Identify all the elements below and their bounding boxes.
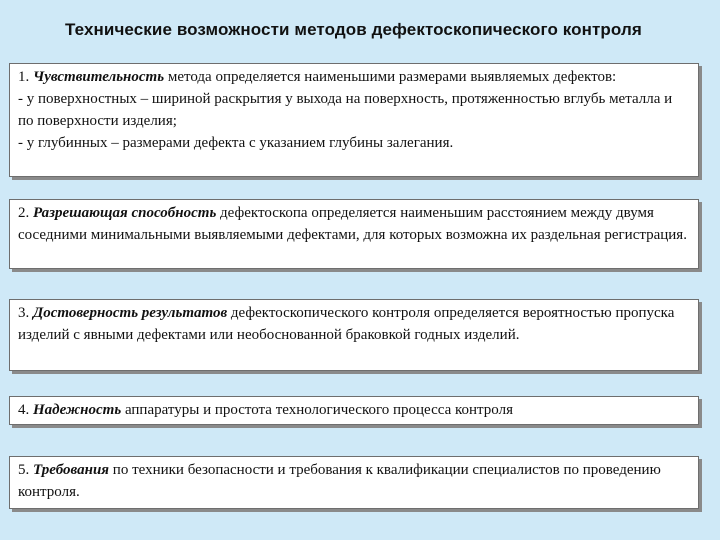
item-subline-deep: - у глубинных – размерами дефекта с указанием глубины залегания.: [18, 135, 454, 151]
capability-box-reliability-results: [9, 299, 699, 371]
page-title: Технические возможности методов дефектоскопического контроля: [65, 20, 642, 39]
item-number: 4.: [18, 402, 30, 418]
item-text: аппаратуры и простота технологического процесса контроля: [121, 402, 513, 418]
item-text: метода определяется наименьшими размерами выявляемых дефектов:: [164, 69, 617, 85]
item-number: 1.: [18, 69, 30, 85]
item-term: Надежность: [33, 402, 122, 418]
capability-box-resolution: [9, 199, 699, 269]
item-text: дефектоскопа определяется наименьшим расстоянием между двумя соседними минимальными выявляемыми дефектами, для которых возможна их раздельная регистрация.: [18, 205, 687, 243]
item-term: Достоверность результатов: [33, 305, 228, 321]
capability-box-requirements: [9, 456, 699, 509]
item-text: дефектоскопического контроля определяется вероятностью пропуска изделий с явными дефектами или необоснованной браковкой годных изделий.: [18, 305, 675, 343]
capability-box-equipment-reliability: [9, 396, 699, 425]
item-term: Чувствительность: [33, 69, 165, 85]
item-subline-surface: - у поверхностных – шириной раскрытия у выхода на поверхность, протяженностью вглубь металла и по поверхности изделия;: [18, 91, 673, 129]
item-number: 2.: [18, 205, 30, 221]
item-number: 3.: [18, 305, 30, 321]
item-text: по техники безопасности и требования к квалификации специалистов по проведению контроля.: [18, 462, 661, 500]
item-term: Требования: [33, 462, 110, 478]
capability-box-sensitivity: [9, 63, 699, 177]
item-number: 5.: [18, 462, 30, 478]
item-term: Разрешающая способность: [33, 205, 217, 221]
